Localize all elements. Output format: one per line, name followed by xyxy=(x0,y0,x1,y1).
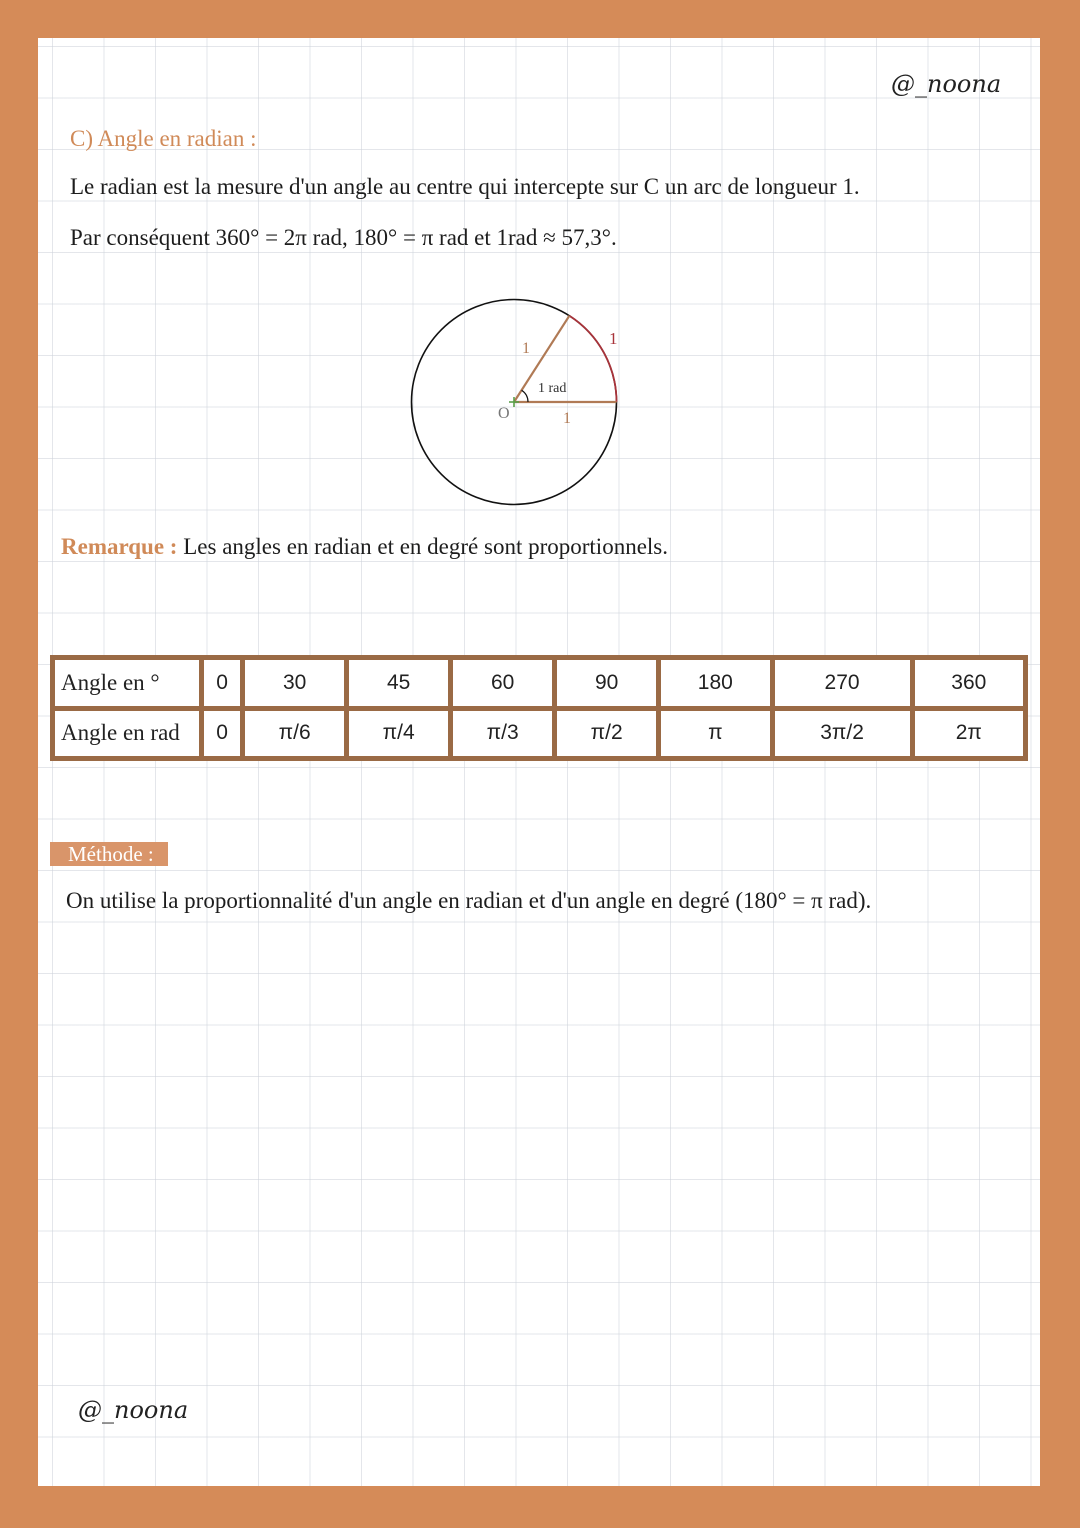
radius-label-oblique: 1 xyxy=(522,340,530,357)
section-heading: C) Angle en radian : xyxy=(70,126,257,151)
table-cell: 2π xyxy=(915,711,1023,757)
definition-text: Le radian est la mesure d'un angle au centre qui intercepte sur C un arc de longueur 1. xyxy=(70,174,860,199)
signature-top: @_noona xyxy=(891,70,1002,98)
table-cell: π xyxy=(661,711,769,757)
radius-label-horizontal: 1 xyxy=(563,410,571,427)
table-cell: 90 xyxy=(557,660,656,706)
table-cell: 0 xyxy=(204,660,240,706)
method-text: On utilise la proportionnalité d'un angle en radian et d'un angle en degré (180° = π rad). xyxy=(66,888,872,913)
table-row xyxy=(55,711,1023,757)
angle-label: 1 rad xyxy=(538,381,567,396)
angle-marker xyxy=(522,390,528,402)
signature-bottom: @_noona xyxy=(78,1396,189,1424)
table-cell: 180 xyxy=(661,660,769,706)
table-cell: π/2 xyxy=(557,711,656,757)
row-label-radians: Angle en rad xyxy=(55,711,199,757)
center-label: O xyxy=(498,405,510,422)
method-label: Méthode : xyxy=(50,842,168,866)
table-row xyxy=(55,660,1023,706)
consequence-text: Par conséquent 360° = 2π rad, 180° = π rad et 1rad ≈ 57,3°. xyxy=(70,225,617,250)
angle-conversion-table xyxy=(50,655,1028,761)
table-cell: π/6 xyxy=(245,711,344,757)
table-cell: 360 xyxy=(915,660,1023,706)
radian-circle-figure xyxy=(398,288,658,518)
table-cell: 45 xyxy=(349,660,448,706)
table-cell: 3π/2 xyxy=(775,711,910,757)
notebook-page xyxy=(38,38,1040,1486)
remark-text: Les angles en radian et en degré sont proportionnels. xyxy=(177,534,668,559)
arc-label: 1 xyxy=(609,329,618,348)
table-cell: 0 xyxy=(204,711,240,757)
table-cell: 30 xyxy=(245,660,344,706)
remark-label: Remarque : xyxy=(61,534,178,559)
remark xyxy=(61,534,668,560)
table-cell: π/4 xyxy=(349,711,448,757)
table-cell: 60 xyxy=(453,660,552,706)
table-cell: π/3 xyxy=(453,711,552,757)
table-cell: 270 xyxy=(775,660,910,706)
row-label-degrees: Angle en ° xyxy=(55,660,199,706)
